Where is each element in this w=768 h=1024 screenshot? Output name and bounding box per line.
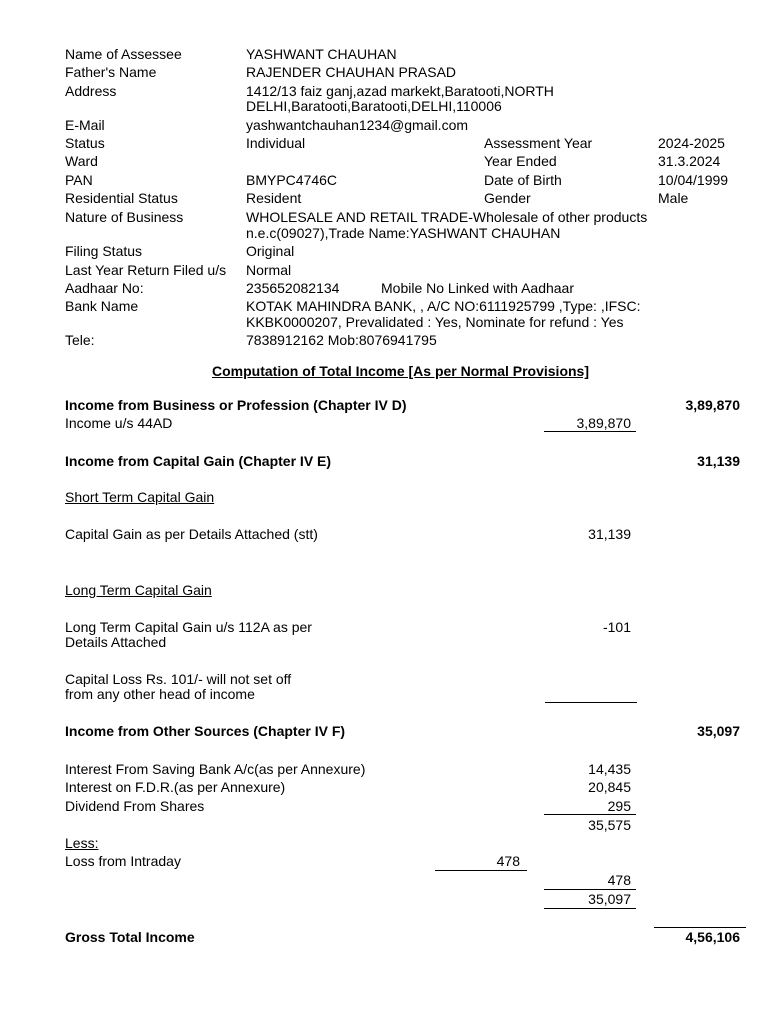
rule-net <box>544 908 636 909</box>
other-sources-subtotal: 35,575 <box>588 817 631 833</box>
loss-note-line-2: from any other head of income <box>65 686 255 702</box>
residential-status-label: Residential Status <box>65 190 178 206</box>
mobile-linked-text: Mobile No Linked with Aadhaar <box>381 280 575 296</box>
pan-value: BMYPC4746C <box>246 172 338 188</box>
gender-label: Gender <box>484 190 531 206</box>
dividend-value: 295 <box>607 798 631 814</box>
status-label: Status <box>65 135 105 151</box>
ltcg-heading: Long Term Capital Gain <box>65 582 212 598</box>
other-sources-heading: Income from Other Sources (Chapter IV F) <box>65 723 346 739</box>
nature-of-business-line-2: n.e.c(09027),Trade Name:YASHWANT CHAUHAN <box>246 225 561 241</box>
filing-status-label: Filing Status <box>65 243 143 259</box>
loss-note-line-1: Capital Loss Rs. 101/- will not set off <box>65 671 292 687</box>
rule-business <box>544 431 636 432</box>
saving-bank-interest-value: 14,435 <box>588 761 631 777</box>
name-value: YASHWANT CHAUHAN <box>246 46 397 62</box>
capital-gain-heading: Income from Capital Gain (Chapter IV E) <box>65 453 332 469</box>
rule-gross-total <box>654 927 746 928</box>
assessment-year-value: 2024-2025 <box>658 135 725 151</box>
filing-status-value: Original <box>246 243 295 259</box>
name-label: Name of Assessee <box>65 46 182 62</box>
intraday-loss-label: Loss from Intraday <box>65 853 181 869</box>
tele-value: 7838912162 Mob:8076941795 <box>246 332 437 348</box>
email-value: yashwantchauhan1234@gmail.com <box>246 117 469 133</box>
fdr-interest-label: Interest on F.D.R.(as per Annexure) <box>65 779 286 795</box>
income-44ad-value: 3,89,870 <box>576 415 631 431</box>
father-label: Father's Name <box>65 64 157 80</box>
stcg-value: 31,139 <box>588 526 631 542</box>
aadhaar-value: 235652082134 <box>246 280 340 296</box>
bank-label: Bank Name <box>65 298 139 314</box>
father-value: RAJENDER CHAUHAN PRASAD <box>246 64 457 80</box>
fdr-interest-value: 20,845 <box>588 779 631 795</box>
status-value: Individual <box>246 135 306 151</box>
income-44ad-label: Income u/s 44AD <box>65 415 173 431</box>
nature-of-business-line-1: WHOLESALE AND RETAIL TRADE-Wholesale of other products <box>246 209 648 225</box>
last-return-label: Last Year Return Filed u/s <box>65 262 227 278</box>
computation-title: Computation of Total Income [As per Normal Provisions] <box>212 363 589 379</box>
ltcg-label-line-2: Details Attached <box>65 634 167 650</box>
dob-value: 10/04/1999 <box>658 172 729 188</box>
saving-bank-interest-label: Interest From Saving Bank A/c(as per Annexure) <box>65 761 366 777</box>
rule-intraday <box>435 870 527 871</box>
rule-dividend <box>544 814 636 815</box>
bank-line-2: KKBK0000207, Prevalidated : Yes, Nominate for refund : Yes <box>246 314 624 330</box>
gross-total-value: 4,56,106 <box>685 929 740 945</box>
address-label: Address <box>65 83 117 99</box>
assessment-year-label: Assessment Year <box>484 135 593 151</box>
business-heading: Income from Business or Profession (Chapter IV D) <box>65 397 407 413</box>
capital-gain-total: 31,139 <box>697 453 740 469</box>
ltcg-value: -101 <box>602 619 631 635</box>
rule-capital-gain <box>545 702 637 703</box>
dividend-label: Dividend From Shares <box>65 798 205 814</box>
business-total: 3,89,870 <box>685 397 740 413</box>
dob-label: Date of Birth <box>484 172 562 188</box>
last-return-value: Normal <box>246 262 292 278</box>
other-sources-total: 35,097 <box>697 723 740 739</box>
rule-less-total-top <box>544 889 636 890</box>
nature-of-business-label: Nature of Business <box>65 209 184 225</box>
ward-label: Ward <box>65 153 98 169</box>
pan-label: PAN <box>65 172 93 188</box>
tele-label: Tele: <box>65 332 95 348</box>
address-line-2: DELHI,Baratooti,Baratooti,DELHI,110006 <box>246 98 502 114</box>
gross-total-label: Gross Total Income <box>65 929 195 945</box>
less-label: Less: <box>65 835 99 851</box>
bank-line-1: KOTAK MAHINDRA BANK, , A/C NO:6111925799 ,Type: ,IFSC: <box>246 298 641 314</box>
year-ended-value: 31.3.2024 <box>658 153 721 169</box>
address-line-1: 1412/13 faiz ganj,azad markekt,Baratooti,NORTH <box>246 83 554 99</box>
ltcg-label-line-1: Long Term Capital Gain u/s 112A as per <box>65 619 312 635</box>
other-sources-net: 35,097 <box>588 891 631 907</box>
intraday-loss-value: 478 <box>496 853 520 869</box>
year-ended-label: Year Ended <box>484 153 557 169</box>
residential-status-value: Resident <box>246 190 302 206</box>
email-label: E-Mail <box>65 117 105 133</box>
stcg-heading: Short Term Capital Gain <box>65 489 215 505</box>
gender-value: Male <box>658 190 689 206</box>
less-total: 478 <box>607 872 631 888</box>
aadhaar-label: Aadhaar No: <box>65 280 144 296</box>
stcg-label: Capital Gain as per Details Attached (stt) <box>65 526 318 542</box>
